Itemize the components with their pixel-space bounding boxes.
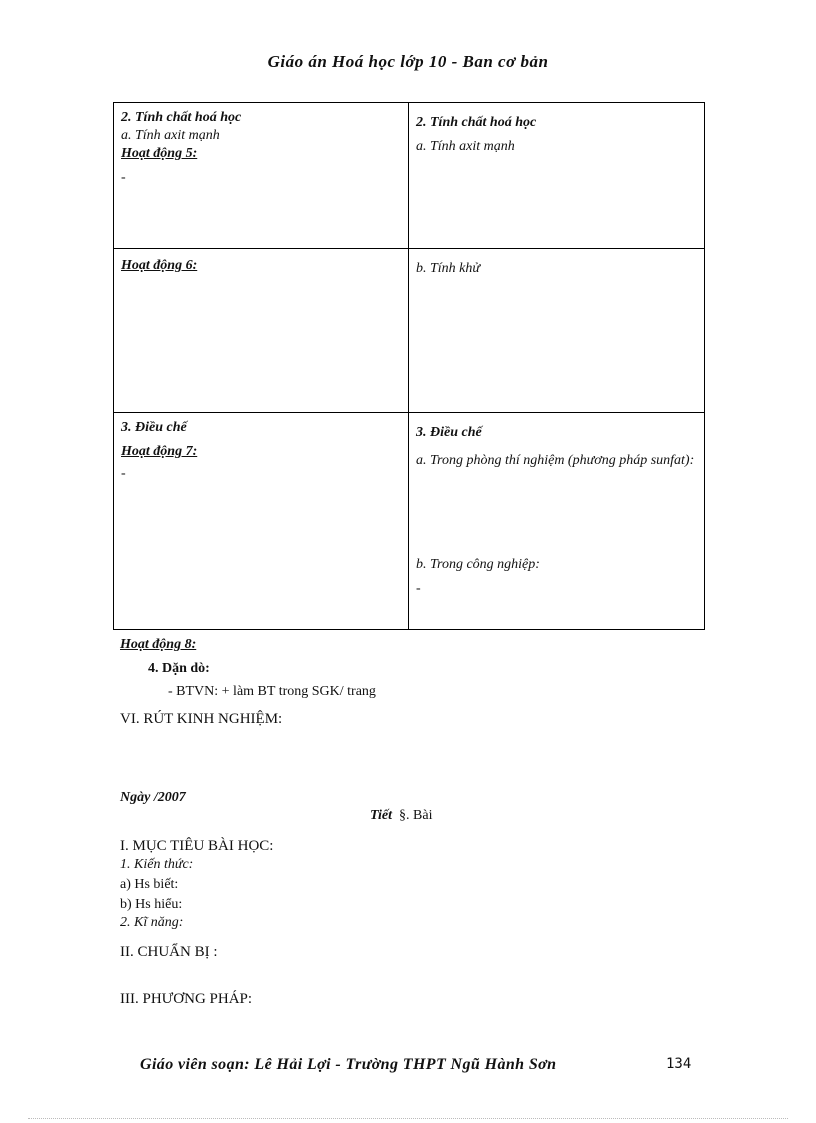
lesson-title-line (370, 807, 432, 825)
subsection-label: a. Tính axit mạnh (416, 139, 515, 154)
teacher-activity-cell (114, 249, 409, 413)
lesson-label: §. Bài (399, 808, 433, 823)
activity-label: Hoạt động 8: (120, 637, 197, 652)
section-heading: 2. Tính chất hoá học (121, 110, 242, 125)
subsection-label: b. Tính khử (416, 261, 481, 276)
footer-author: Giáo viên soạn: Lê Hải Lợi - Trường THPT Ngũ Hành Sơn (140, 1056, 557, 1073)
document-header: Giáo án Hoá học lớp 10 - Ban cơ bản (267, 52, 549, 71)
period-label: Tiết (370, 808, 393, 823)
activity-label: Hoạt động 5: (121, 146, 198, 161)
section-heading: I. MỤC TIÊU BÀI HỌC: (120, 838, 274, 854)
lesson-date: Ngày /2007 (120, 790, 186, 805)
subsection-label: a. Trong phòng thí nghiệm (phương pháp sunfat): (416, 453, 695, 468)
section-heading: 3. Điều chế (416, 425, 482, 440)
dash-item: - (121, 466, 126, 481)
activity-label: Hoạt động 6: (121, 258, 198, 273)
content-cell (409, 413, 705, 630)
table-row (114, 249, 705, 413)
section-heading: 2. Tính chất hoá học (416, 115, 537, 130)
subsection-label: 2. Kĩ năng: (120, 915, 184, 930)
homework-item: - BTVN: + làm BT trong SGK/ trang (168, 684, 376, 699)
subsection-label: 1. Kiến thức: (120, 857, 194, 872)
section-heading: VI. RÚT KINH NGHIỆM: (120, 711, 283, 727)
table-row (114, 413, 705, 630)
lesson-table (113, 102, 705, 630)
teacher-activity-cell (114, 413, 409, 630)
section-heading: III. PHƯƠNG PHÁP: (120, 991, 253, 1007)
section-heading: II. CHUẨN BỊ : (120, 944, 218, 960)
page-divider (28, 1118, 788, 1119)
teacher-activity-cell (114, 103, 409, 249)
subsection-label: b. Trong công nghiệp: (416, 557, 540, 572)
content-cell (409, 249, 705, 413)
subsection-label: a. Tính axit mạnh (121, 128, 220, 143)
list-item: a) Hs biết: (120, 877, 179, 892)
table-row (114, 103, 705, 249)
dash-item: - (416, 581, 421, 596)
section-heading: 3. Điều chế (121, 420, 187, 435)
dash-item: - (121, 170, 126, 185)
page-number: 134 (666, 1056, 692, 1072)
list-item: b) Hs hiểu: (120, 897, 183, 912)
content-cell (409, 103, 705, 249)
homework-heading: 4. Dặn dò: (148, 661, 210, 676)
activity-label: Hoạt động 7: (121, 444, 198, 459)
